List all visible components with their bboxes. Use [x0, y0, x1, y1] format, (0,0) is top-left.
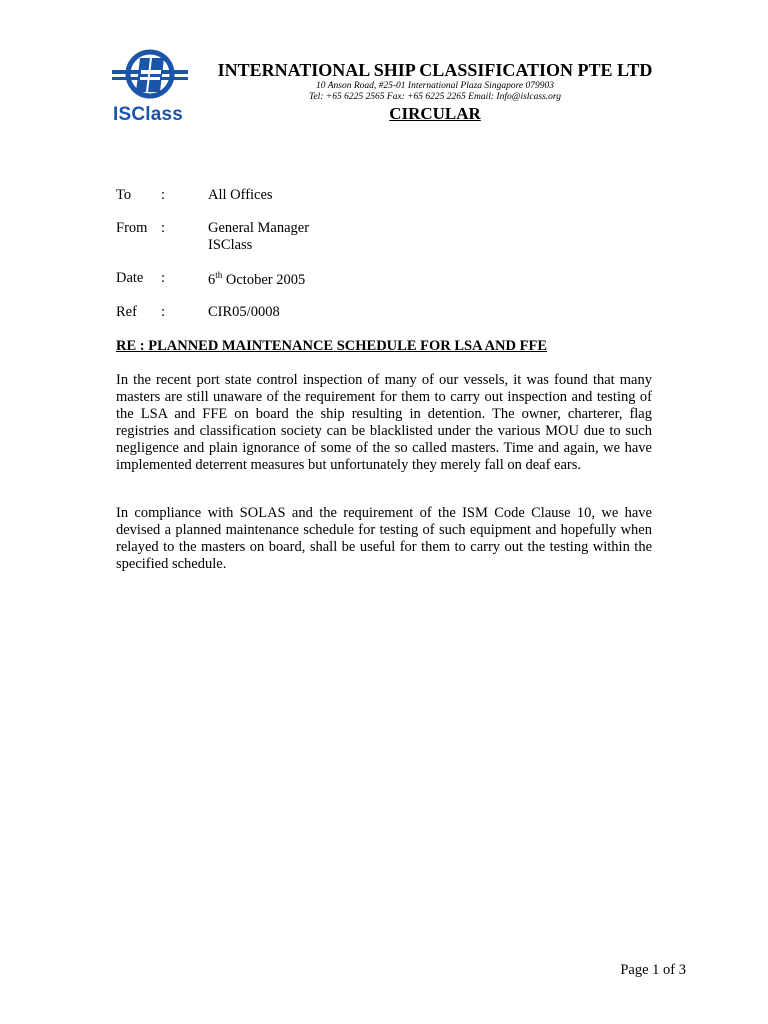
- date-rest: October 2005: [222, 271, 306, 288]
- memo-ref-label: Ref: [116, 304, 137, 320]
- memo-ref-value: CIR05/0008: [208, 304, 280, 320]
- memo-from-value-line2: ISClass: [208, 237, 253, 253]
- body-paragraph-2: In compliance with SOLAS and the requirement of the ISM Code Clause 10, we have devised a planned maintenance schedule for testing of such equipment and hopefully when relayed to the masters on board, shall be useful for them to carry out the testing within the specified schedule.: [116, 505, 652, 572]
- logo-wordmark: ISClass: [113, 104, 184, 125]
- memo-date-label: Date: [116, 270, 144, 286]
- date-suffix: th: [215, 270, 223, 280]
- memo-separator: :: [161, 304, 166, 320]
- memo-separator: :: [161, 187, 166, 203]
- company-address: 10 Anson Road, #25-01 International Plaza Singapore 079903: [315, 81, 555, 91]
- memo-from-label: From: [116, 220, 148, 236]
- company-contact: Tel: +65 6225 2565 Fax: +65 6225 2265 Email: Info@islcass.org: [308, 92, 561, 102]
- memo-separator: :: [161, 270, 166, 286]
- memo-from-value: General Manager: [208, 220, 310, 236]
- document-type-title: CIRCULAR: [389, 104, 481, 123]
- body-paragraph-1: In the recent port state control inspection of many of our vessels, it was found that many masters are still unaware of the requirement for them to carry out inspection and testing of the LSA and FFE on board the ship resulting in detention. The owner, charterer, flag registries and classification society can be blacklisted under the various MOU due to such negligence and plain ignorance of some of the so called masters. Time and again, we have implemented deterrent measures but unfortunately they merely fall on deaf ears.: [116, 372, 652, 473]
- memo-date-value: [208, 270, 305, 289]
- page-number: Page 1 of 3: [620, 962, 686, 978]
- memo-to-value: All Offices: [208, 187, 273, 203]
- subject-line: RE : PLANNED MAINTENANCE SCHEDULE FOR LSA AND FFE: [116, 338, 548, 354]
- date-day: 6: [208, 271, 216, 288]
- company-name: INTERNATIONAL SHIP CLASSIFICATION PTE LTD: [217, 60, 653, 80]
- memo-to-label: To: [116, 187, 132, 203]
- memo-separator: :: [161, 220, 166, 236]
